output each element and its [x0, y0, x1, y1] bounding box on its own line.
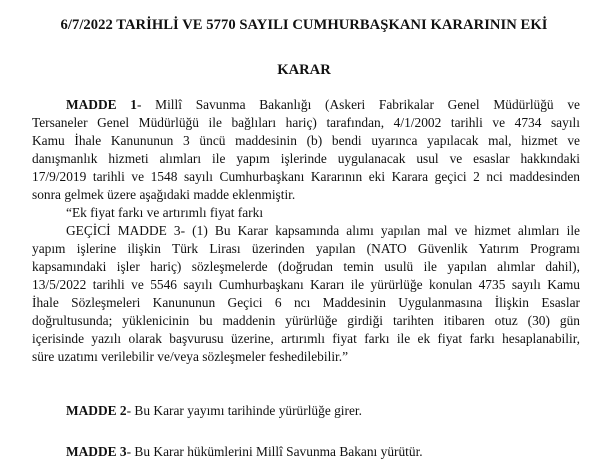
madde-1-line-0: MADDE 1- Millî Savunma Bakanlığı (Askeri Fabrikalar Genel Müdürlüğü ve [66, 97, 580, 112]
gecici-madde-line-1: yapım işlerine ilişkin Türk Lirası üzerinden yapılan (NATO Güvenlik Yatırım Programı [32, 241, 580, 256]
document-title: 6/7/2022 TARİHLİ VE 5770 SAYILI CUMHURBAŞKANI KARARININ EKİ [60, 17, 548, 33]
madde-1-label: MADDE 1 [66, 97, 137, 112]
gecici-madde-line-7: süre uzatımı verilebilir ve/veya sözleşmeler feshedilebilir.” [32, 349, 349, 364]
madde-1-line-3: danışmanlık hizmeti alımları ile yapım işlerinde uygulanacak usul ve esaslar hakkındaki [32, 151, 580, 166]
madde-3-text: - Bu Karar hükümlerini Millî Savunma Bakanı yürütür. [126, 444, 423, 459]
madde-3 [66, 443, 580, 461]
madde-2 [66, 402, 580, 420]
document-subtitle: KARAR [277, 62, 331, 78]
gecici-madde-line-4: İhale Sözleşmeleri Kanununun Geçici 6 ncı Maddesinin Uygulanmasına İlişkin Esaslar [32, 295, 580, 310]
madde-3-label: MADDE 3 [66, 444, 127, 459]
madde-2-text: - Bu Karar yayımı tarihinde yürürlüğe girer. [126, 403, 363, 418]
madde-1-line-4: 17/9/2019 tarihli ve 1548 sayılı Cumhurbaşkanı Kararının eki Karara geçici 2 nci maddesinden [32, 169, 580, 184]
madde-1-line-1: Tersaneler Genel Müdürlüğü ile bağlıları hariç) tarafından, 4/1/2002 tarihli ve 4734 sayılı [32, 115, 580, 130]
added-article-heading: “Ek fiyat farkı ve artırımlı fiyat farkı [66, 205, 264, 220]
gecici-madde-line-2: kapsamındaki işler hariç) sözleşmelerde (doğrudan temin usulü ile yapılan alımlar dahil), [32, 259, 580, 274]
madde-1-line-5: sonra gelmek üzere aşağıdaki madde eklenmiştir. [32, 187, 296, 202]
gecici-madde-line-0: GEÇİCİ MADDE 3- (1) Bu Karar kapsamında alımı yapılan mal ve hizmet alımları ile [66, 223, 580, 238]
gecici-madde-line-6: içerisinde yazılı olarak başvurusu üzerine, artırımlı fiyat farkı ile ek fiyat farkı hesaplanabilir, [32, 331, 580, 346]
gecici-madde-line-3: 13/5/2022 tarihli ve 5546 sayılı Cumhurbaşkanı Kararı ile yürürlüğe konulan 4735 sayılı Kamu [32, 277, 580, 292]
gecici-madde-line-5: doğrultusunda; yüklenicinin bu maddenin yürürlüğe girdiği tarihten itibaren otuz (30) gün [32, 313, 580, 328]
madde-1-line-2: Kamu İhale Kanununun 3 üncü maddesinin (b) bendi uyarınca yapılacak mal, hizmet ve [32, 133, 580, 148]
madde-2-label: MADDE 2 [66, 403, 127, 418]
